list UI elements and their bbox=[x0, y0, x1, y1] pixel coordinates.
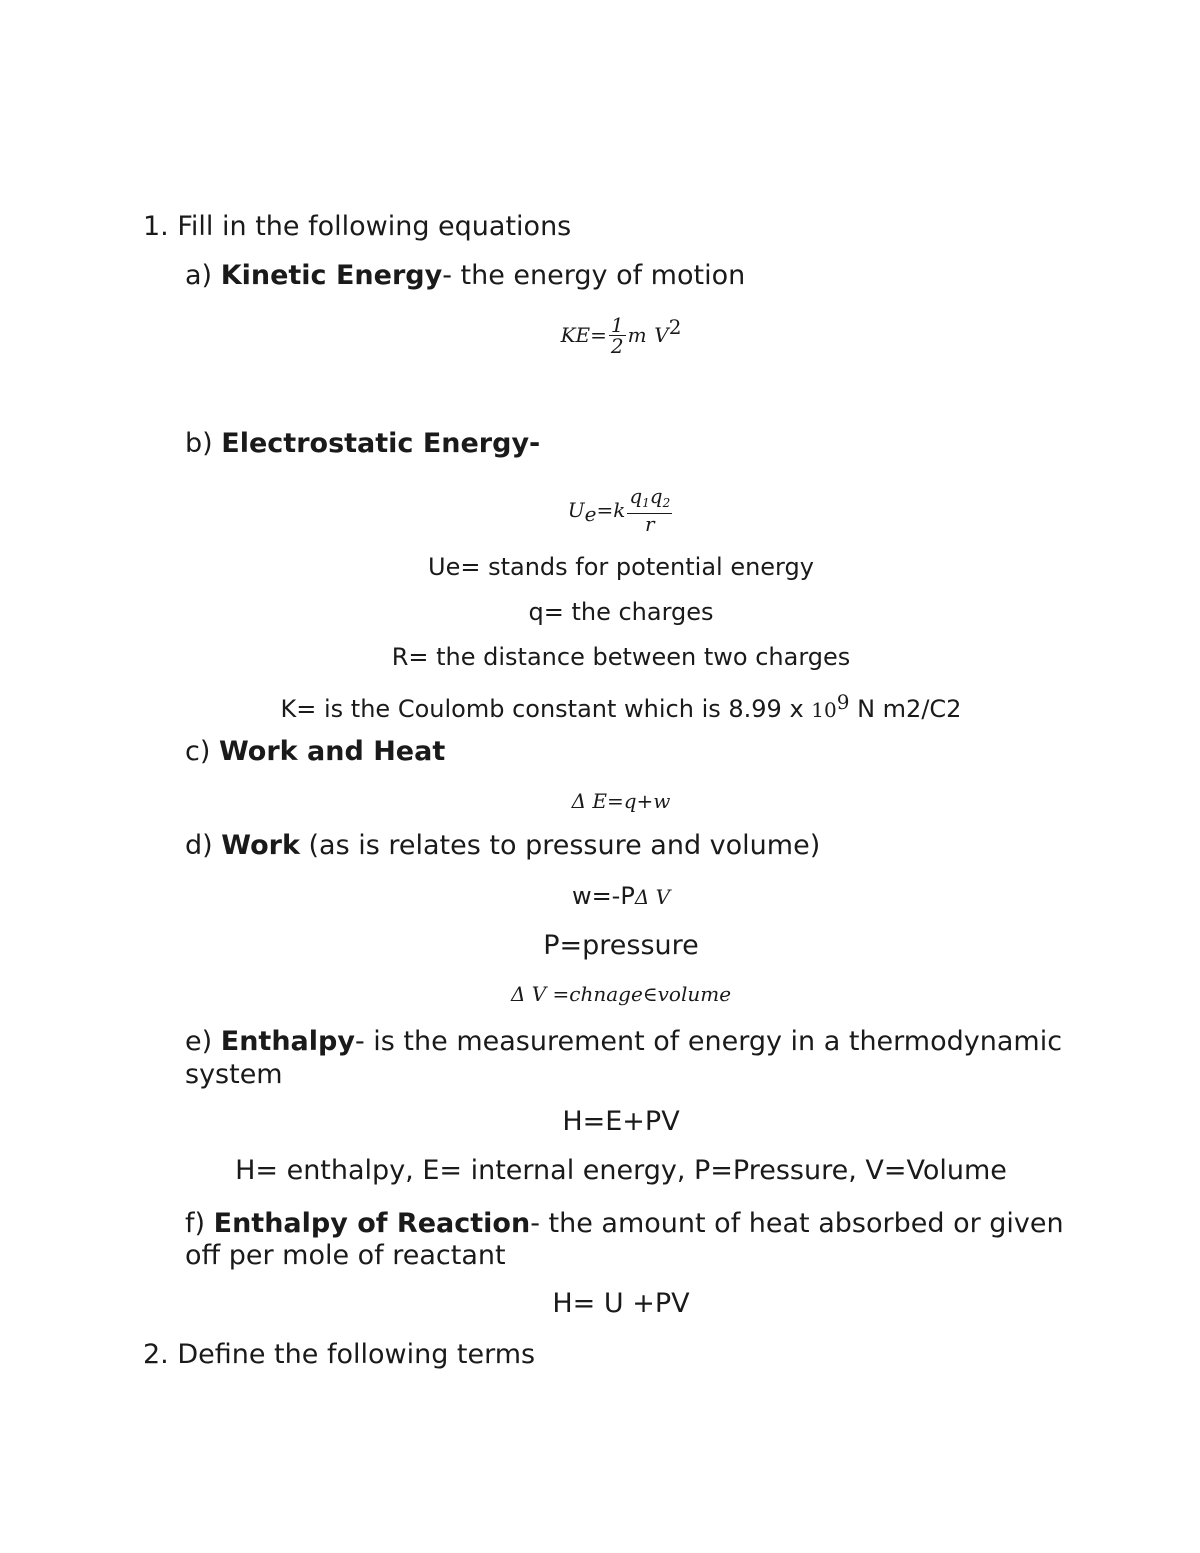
item-d bbox=[185, 829, 820, 863]
item-f-desc-continued: off per mole of reactant bbox=[185, 1240, 506, 1271]
item-d-desc: (as is relates to pressure and volume) bbox=[299, 830, 821, 861]
item-a bbox=[185, 259, 745, 293]
item-b-term: Electrostatic Energy- bbox=[221, 428, 541, 459]
definition-r: R= the distance between two charges bbox=[391, 643, 851, 671]
item-c-label: c) bbox=[185, 736, 211, 767]
item-f-term: Enthalpy of Reaction bbox=[213, 1208, 531, 1239]
definition-q: q= the charges bbox=[528, 598, 714, 626]
fraction: $\frac{1}{2}$ bbox=[610, 312, 624, 358]
item-a-desc: - the energy of motion bbox=[442, 260, 746, 291]
definition-p: P=pressure bbox=[543, 930, 699, 961]
item-d-term: Work bbox=[221, 830, 300, 861]
enthalpy-definitions: H= enthalpy, E= internal energy, P=Pressure, V=Volume bbox=[235, 1155, 1007, 1186]
question-1-heading: 1. Fill in the following equations bbox=[143, 211, 572, 242]
enthalpy-equation: H=E+PV bbox=[562, 1106, 680, 1137]
item-e-label: e) bbox=[185, 1026, 213, 1057]
item-e-desc-continued: system bbox=[185, 1059, 283, 1090]
kinetic-energy-equation: KE= $\frac{1}{2}$ m $V^2$ bbox=[560, 312, 682, 358]
item-f bbox=[185, 1207, 1064, 1241]
item-b bbox=[185, 427, 540, 461]
question-2-heading: 2. Define the following terms bbox=[143, 1339, 536, 1370]
item-e bbox=[185, 1025, 1062, 1059]
item-e-term: Enthalpy bbox=[220, 1026, 355, 1057]
item-f-label: f) bbox=[185, 1208, 206, 1239]
work-heat-equation: Δ E=q+w bbox=[571, 789, 671, 813]
fraction: $\frac{q_1q_2}{r}$ bbox=[629, 484, 671, 536]
item-d-label: d) bbox=[185, 830, 213, 861]
item-e-desc: - is the measurement of energy in a thermodynamic bbox=[354, 1026, 1063, 1057]
definition-ue: Ue= stands for potential energy bbox=[428, 553, 814, 581]
work-equation: w=-PΔ V bbox=[571, 882, 671, 910]
item-c-term: Work and Heat bbox=[218, 736, 446, 767]
enthalpy-reaction-equation: H= U +PV bbox=[552, 1288, 690, 1319]
item-f-desc: - the amount of heat absorbed or given bbox=[530, 1208, 1064, 1239]
delta-v-equation: Δ V =chnage∈volume bbox=[510, 982, 732, 1006]
item-a-term: Kinetic Energy bbox=[220, 260, 443, 291]
electrostatic-energy-equation: $U_e=k$ $\frac{q_1q_2}{r}$ bbox=[567, 484, 671, 536]
item-c bbox=[185, 735, 445, 769]
item-a-label: a) bbox=[185, 260, 213, 291]
item-b-label: b) bbox=[185, 428, 213, 459]
definition-k: K= is the Coulomb constant which is 8.99 x $10^9$ N m2/C2 bbox=[280, 690, 962, 723]
